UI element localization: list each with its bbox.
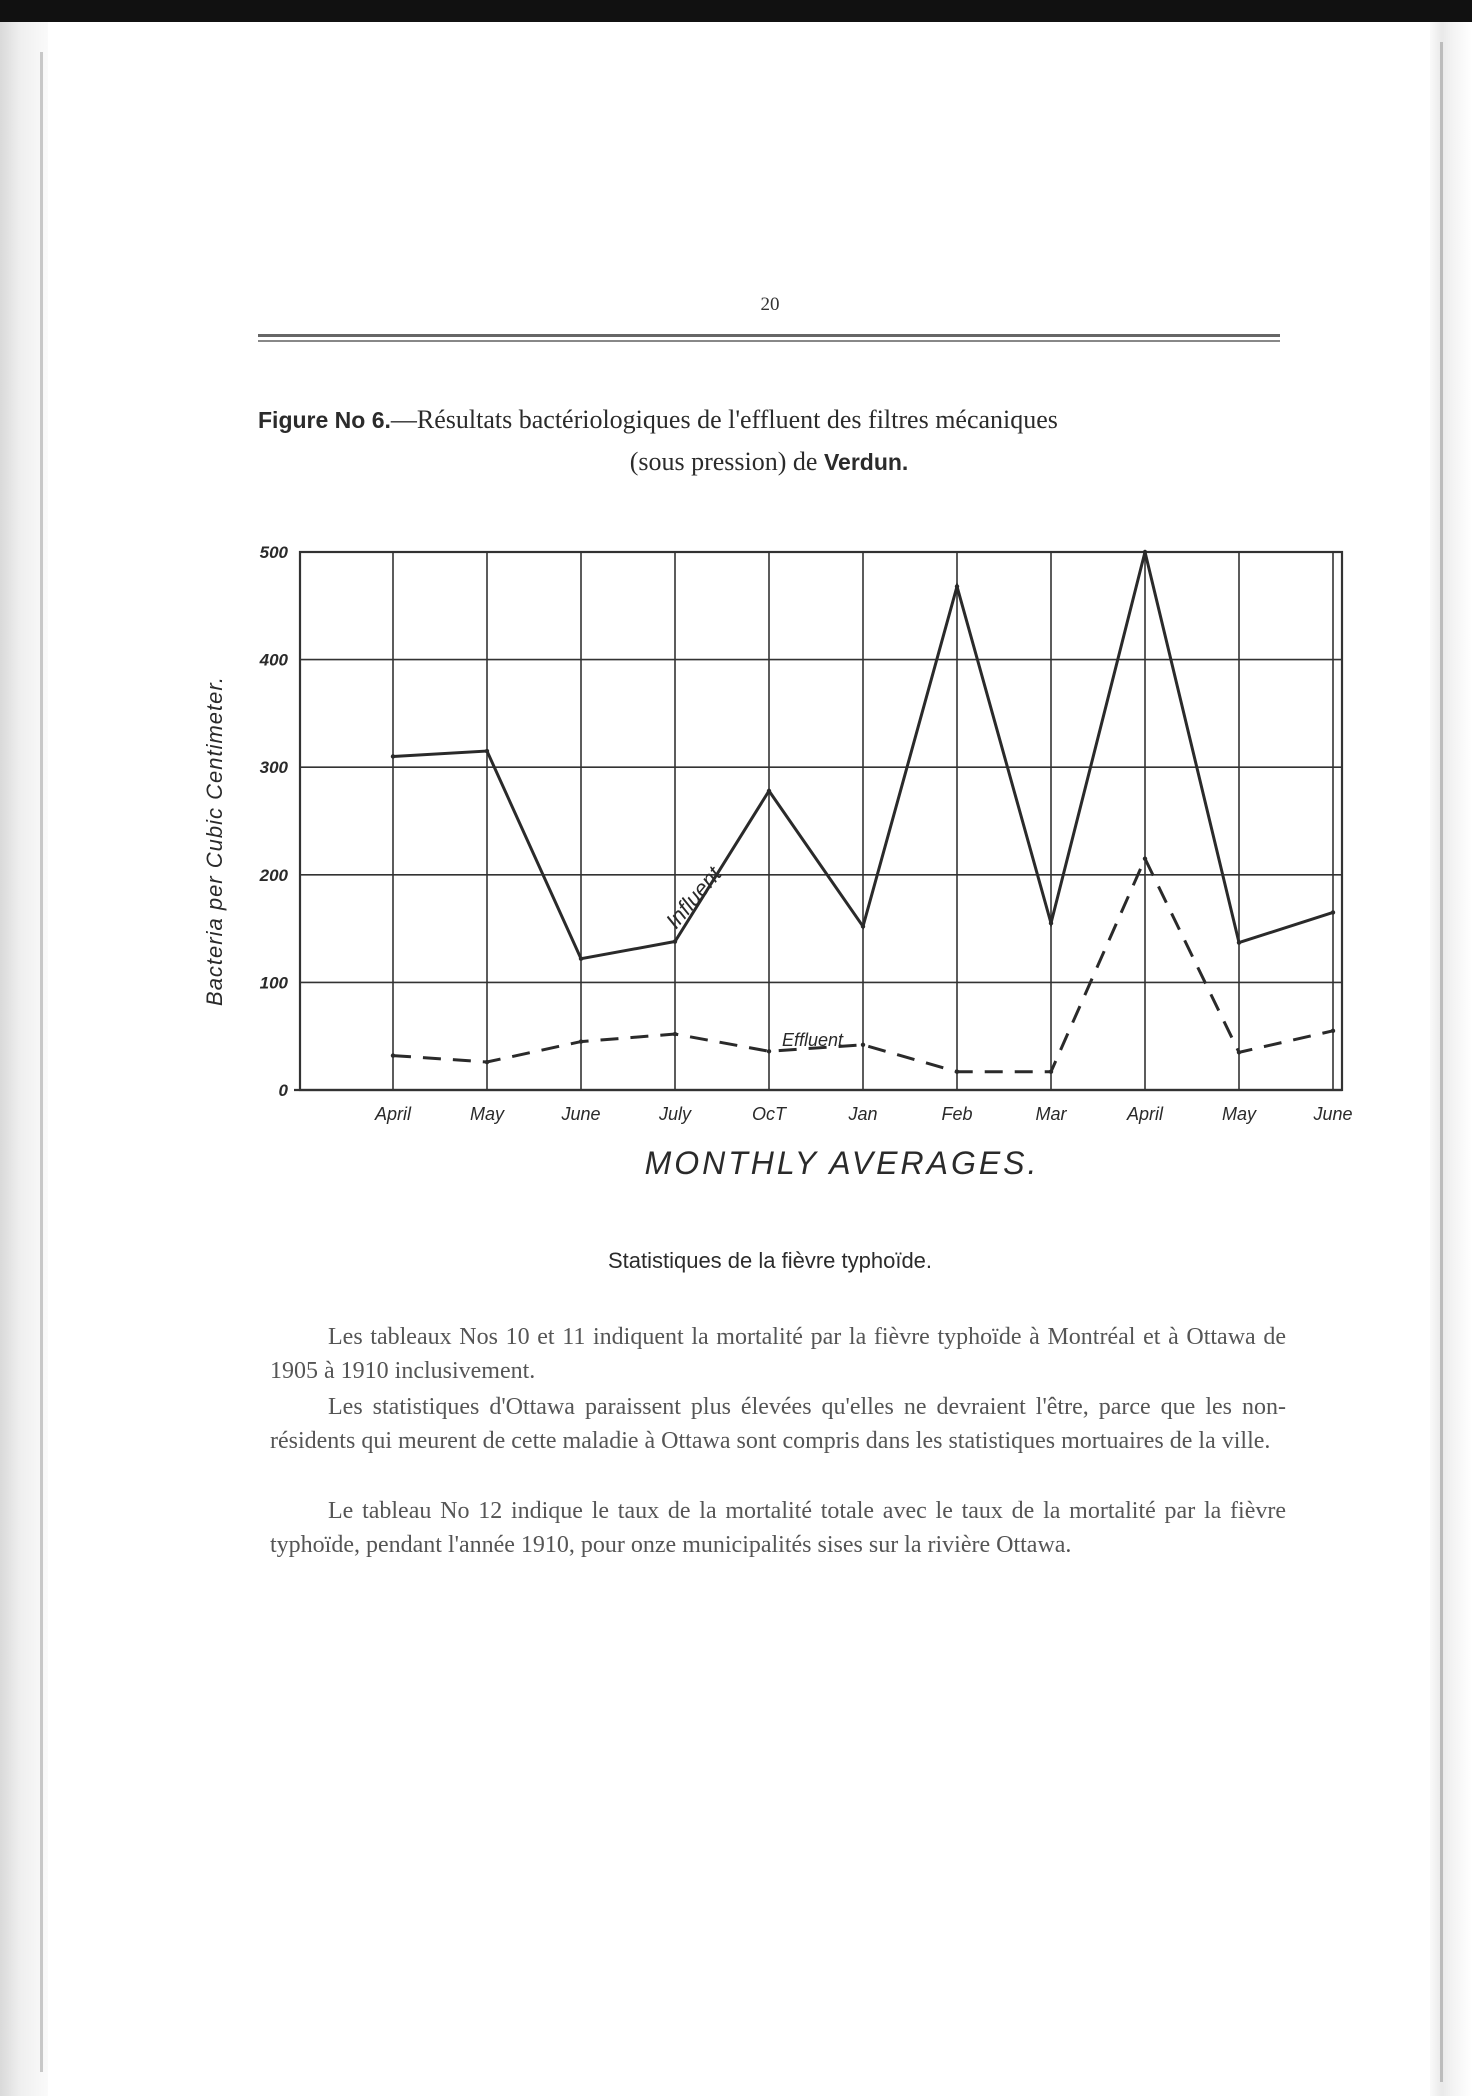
data-point-influent <box>485 749 489 753</box>
y-tick-label: 100 <box>259 973 288 993</box>
figure-label: Figure No 6. <box>258 407 391 433</box>
x-tick-label: May <box>1221 1104 1257 1124</box>
paragraph-2: Les statistiques d'Ottawa paraissent plus élevées qu'elles ne devraient l'être, parce que les non-résidents qui meurent de cette maladie à Ottawa sont compris dans les statistiques mortuaires de la ville. <box>270 1394 1286 1454</box>
data-point-effluent <box>767 1049 771 1053</box>
data-point-effluent <box>1331 1029 1335 1033</box>
y-tick-label: 400 <box>259 650 288 670</box>
figure-caption-place: Verdun. <box>823 449 909 475</box>
x-tick-label: June <box>561 1104 601 1124</box>
x-tick-label: April <box>1126 1104 1164 1124</box>
y-tick-label: 0 <box>278 1081 288 1100</box>
data-point-effluent <box>485 1060 489 1064</box>
data-point-influent <box>1143 550 1147 554</box>
data-point-influent <box>1331 910 1335 914</box>
paragraph-3: Le tableau No 12 indique le taux de la mortalité totale avec le taux de la mortalité par la fièvre typhoïde, pendant l'année 1910, pour onze municipalités sises sur la rivière Ottawa. <box>270 1498 1286 1558</box>
data-point-influent <box>673 939 677 943</box>
chart-labels <box>202 543 1353 1180</box>
figure-caption-subtitle: (sous pression) de <box>629 447 824 476</box>
x-tick-label: April <box>374 1104 412 1124</box>
chart-grid <box>294 552 1342 1090</box>
header-rule-thin <box>258 340 1280 342</box>
x-tick-label: Mar <box>1035 1104 1067 1124</box>
x-tick-label: May <box>469 1104 505 1124</box>
y-tick-label: 300 <box>259 758 288 778</box>
x-axis-title: MONTHLY AVERAGES. <box>644 1145 1040 1180</box>
scan-left-edge <box>0 22 48 2096</box>
data-point-effluent <box>579 1039 583 1043</box>
y-tick-label: 500 <box>259 543 288 562</box>
figure-caption: —Résultats bactériologiques de l'effluent des filtres mécaniques <box>390 405 1058 434</box>
effluent-annotation: Effluent <box>782 1030 844 1050</box>
figure-caption-line2 <box>258 442 1280 482</box>
figure-title <box>258 400 1280 482</box>
x-tick-label: June <box>1313 1104 1353 1124</box>
scan-right-edge <box>1430 22 1472 2096</box>
x-tick-label: July <box>658 1104 692 1124</box>
data-point-effluent <box>1049 1070 1053 1074</box>
y-tick-label: 200 <box>259 865 288 885</box>
data-point-influent <box>1049 921 1053 925</box>
bacteria-chart <box>200 540 1380 1180</box>
data-point-influent <box>955 584 959 588</box>
y-axis-title: Bacteria per Cubic Centimeter. <box>202 676 227 1006</box>
x-tick-label: Feb <box>941 1104 973 1124</box>
data-point-influent <box>391 754 395 758</box>
x-tick-label: Jan <box>848 1104 878 1124</box>
data-point-effluent <box>955 1070 959 1074</box>
x-tick-label: OcT <box>752 1104 786 1124</box>
plot-frame <box>300 552 1342 1090</box>
data-point-effluent <box>391 1053 395 1057</box>
data-point-effluent <box>673 1032 677 1036</box>
data-point-effluent <box>1143 856 1147 860</box>
data-point-influent <box>861 924 865 928</box>
paragraph-1: Les tableaux Nos 10 et 11 indiquent la mortalité par la fièvre typhoïde à Montréal et à Ottawa de 1905 à 1910 inclusivement. <box>270 1324 1286 1384</box>
data-point-influent <box>579 957 583 961</box>
page-number: 20 <box>760 294 780 315</box>
influent-annotation: Influent <box>660 861 727 934</box>
header-rule <box>258 334 1280 337</box>
data-point-effluent <box>861 1043 865 1047</box>
data-point-effluent <box>1237 1050 1241 1054</box>
section-title: Statistiques de la fièvre typhoïde. <box>607 1248 933 1273</box>
scan-top-border <box>0 0 1472 22</box>
data-point-influent <box>1237 940 1241 944</box>
data-point-influent <box>767 789 771 793</box>
